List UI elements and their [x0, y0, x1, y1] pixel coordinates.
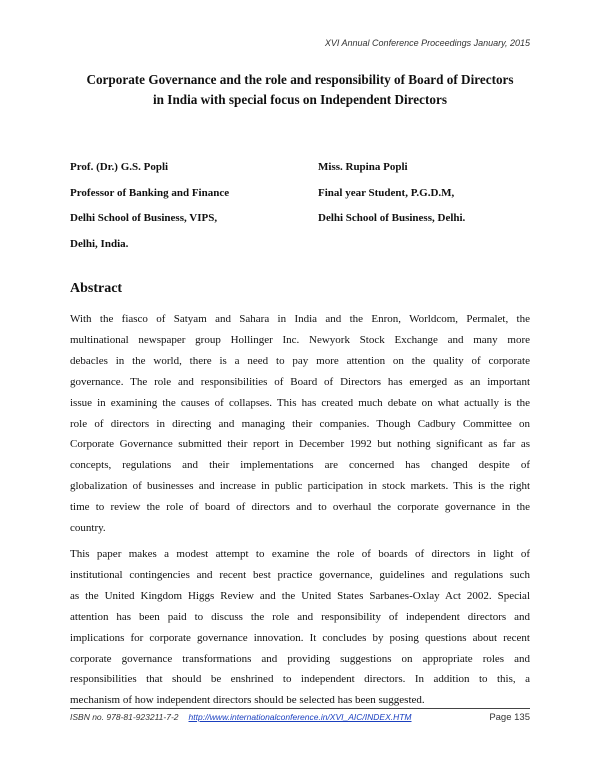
page-number: Page 135	[489, 712, 530, 723]
text-line: as the United Kingdom Higgs Review and the United States Sarbanes-Oxlay Act 2002. Special	[70, 589, 530, 602]
text-line: globalization of businesses and increase in public participation in stock markets. This is the right	[70, 480, 530, 493]
text-line: This paper makes a modest attempt to examine the role of boards of directors in light of	[70, 548, 530, 560]
text-line: debacles in the world, there is a need to pay more attention on the quality of corporate	[70, 354, 530, 367]
text-line: time to review the role of board of directors and to overhaul the corporate governance in the	[70, 501, 530, 514]
text-line: corporate governance transformations and providing suggestions on appropriate roles and	[70, 652, 530, 665]
text-line: concepts, regulations and their implementations are concerned has changed despite of	[70, 459, 530, 472]
isbn-text: ISBN no. 978-81-923211-7-2	[70, 712, 179, 722]
author-block-2	[318, 155, 465, 232]
author-affiliation: Delhi School of Business, VIPS,	[70, 212, 218, 224]
text-line: multinational newspaper group Hollinger Inc. Newyork Stock Exchange and many more	[70, 333, 530, 346]
title-line: Corporate Governance and the role and responsibility of Board of Directors	[86, 72, 514, 87]
author-name: Miss. Rupina Popli	[318, 161, 408, 173]
text-line: governance. The role and responsibilities of Board of Directors has emerged as an important	[70, 375, 530, 388]
abstract-paragraph-2	[70, 544, 530, 711]
text-line: institutional contingencies and recent best practice governance, guidelines and regulations such	[70, 568, 530, 581]
title-line: in India with special focus on Independent Directors	[153, 92, 447, 107]
text-line: implications for corporate governance innovation. It concludes by posing questions about recent	[70, 631, 530, 644]
page-footer	[70, 712, 530, 723]
paper-title	[60, 70, 540, 110]
text-line: role of directors in directing and managing their companies. Though Cadbury Committee on	[70, 417, 530, 430]
text-line: Corporate Governance submitted their report in December 1992 but nothing significant as far as	[70, 438, 530, 451]
text-line: responsibilities that should be enshrined to independent directors. In addition to this, a	[70, 673, 530, 686]
text-line: country.	[70, 522, 106, 535]
text-line: With the fiasco of Satyam and Sahara in India and the Enron, Worldcom, Permalet, the	[70, 313, 530, 325]
abstract-paragraph-1	[70, 309, 530, 539]
author-name: Prof. (Dr.) G.S. Popli	[70, 161, 169, 173]
footer-divider	[70, 708, 530, 709]
author-position: Professor of Banking and Finance	[70, 186, 230, 199]
author-position: Final year Student, P.G.D.M,	[318, 186, 455, 199]
author-location: Delhi, India.	[70, 237, 129, 250]
author-affiliation: Delhi School of Business, Delhi.	[318, 212, 466, 224]
text-line: mechanism of how independent directors should be selected has been suggested.	[70, 694, 425, 707]
abstract-heading: Abstract	[70, 281, 123, 296]
running-head: XVI Annual Conference Proceedings January, 2015	[324, 38, 530, 48]
author-block-1	[70, 155, 229, 257]
text-line: issue in examining the causes of collapses. This has created much debate on what actually is the	[70, 396, 530, 409]
text-line: attention has been paid to discuss the role and responsibility of independent directors and	[70, 610, 530, 623]
conference-url-link[interactable]: http://www.internationalconference.in/XVI_AIC/INDEX.HTM	[188, 712, 412, 722]
